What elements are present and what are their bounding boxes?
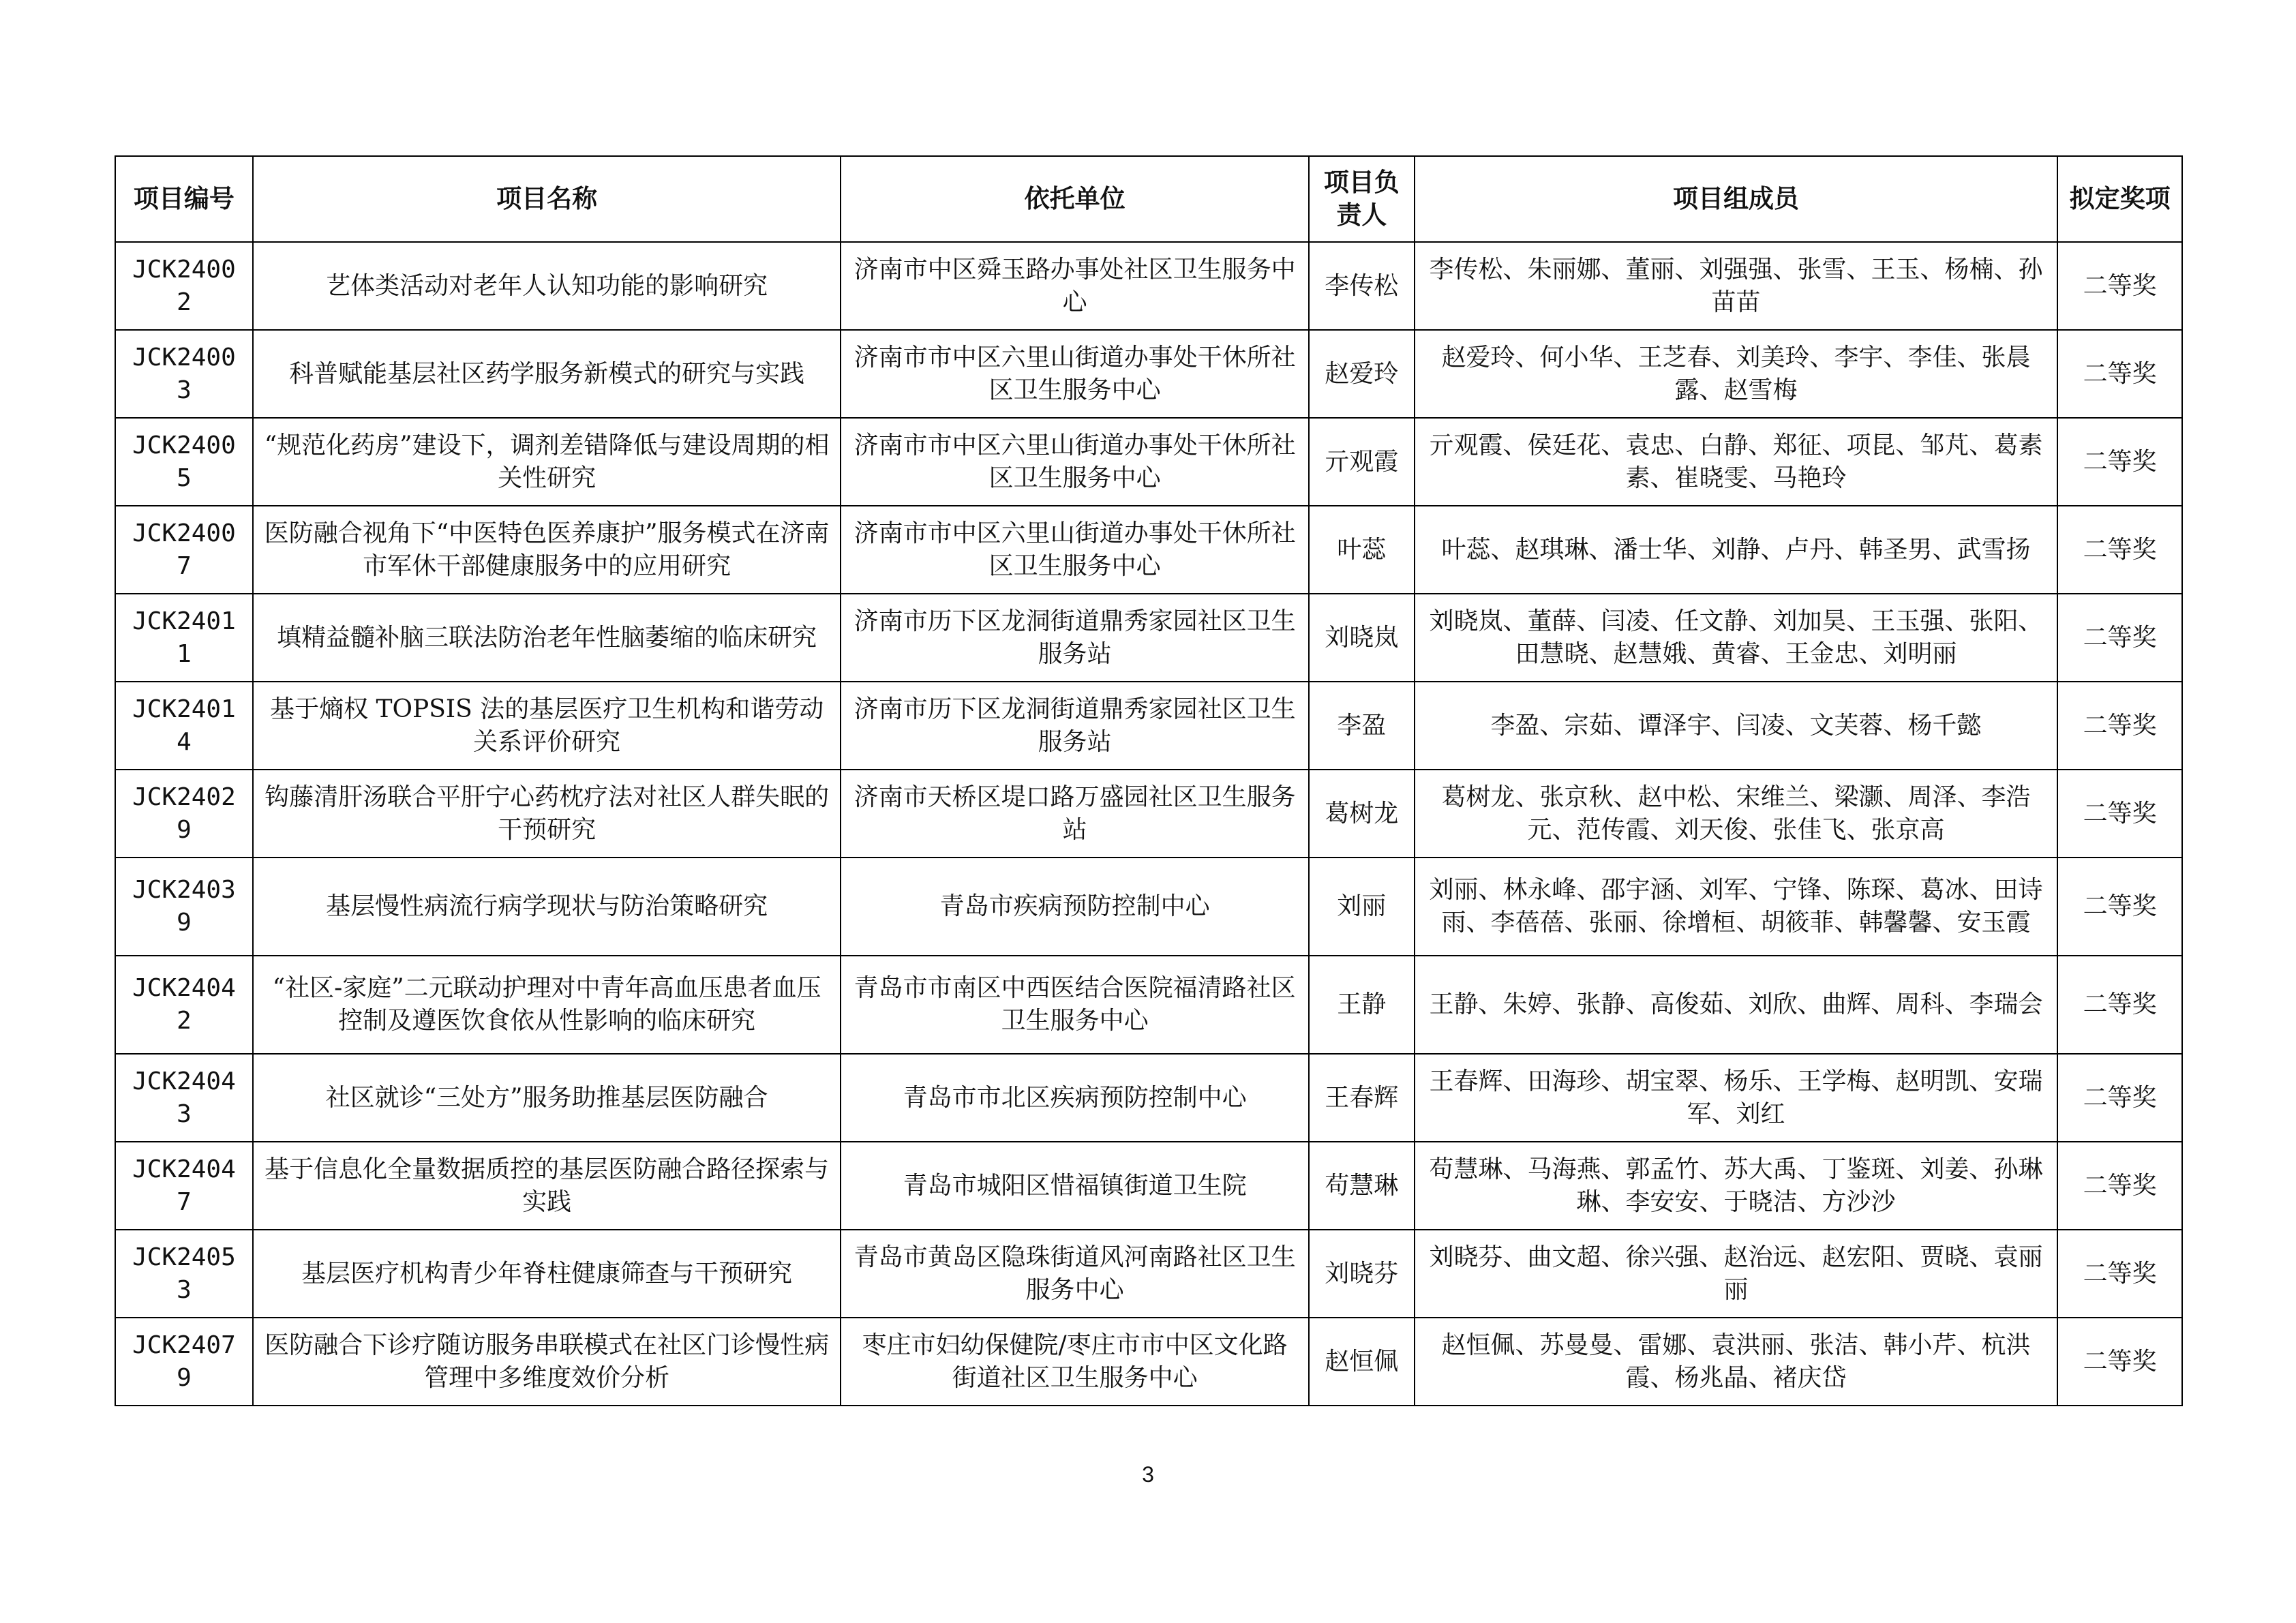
project-leader-cell: 刘丽 xyxy=(1309,858,1415,956)
host-unit-cell: 济南市历下区龙洞街道鼎秀家园社区卫生服务站 xyxy=(841,682,1308,770)
project-leader-cell: 葛树龙 xyxy=(1309,770,1415,858)
project-leader-cell: 苟慧琳 xyxy=(1309,1142,1415,1230)
proposed-award-cell: 二等奖 xyxy=(2057,956,2182,1054)
project-leader-cell: 刘晓芬 xyxy=(1309,1230,1415,1318)
project-id-cell: JCK24047 xyxy=(115,1142,253,1230)
project-name-cell: 艺体类活动对老年人认知功能的影响研究 xyxy=(253,242,841,330)
page-number: 3 xyxy=(1142,1462,1154,1487)
project-leader-cell: 李盈 xyxy=(1309,682,1415,770)
project-id-cell: JCK24053 xyxy=(115,1230,253,1318)
table-body xyxy=(115,242,2182,1406)
project-id-cell: JCK24003 xyxy=(115,330,253,418)
proposed-award-cell: 二等奖 xyxy=(2057,858,2182,956)
host-unit-cell: 济南市历下区龙洞街道鼎秀家园社区卫生服务站 xyxy=(841,594,1308,682)
project-id-cell: JCK24002 xyxy=(115,242,253,330)
project-name-cell: 基层医疗机构青少年脊柱健康筛查与干预研究 xyxy=(253,1230,841,1318)
project-name-cell: 医防融合视角下“中医特色医养康护”服务模式在济南市军休干部健康服务中的应用研究 xyxy=(253,506,841,594)
table-row xyxy=(115,1054,2182,1142)
project-leader-cell: 刘晓岚 xyxy=(1309,594,1415,682)
table-row xyxy=(115,858,2182,956)
project-id-cell: JCK24007 xyxy=(115,506,253,594)
table-row xyxy=(115,956,2182,1054)
header-project-id: 项目编号 xyxy=(115,156,253,242)
proposed-award-cell: 二等奖 xyxy=(2057,770,2182,858)
table-row xyxy=(115,1318,2182,1406)
project-leader-cell: 王春辉 xyxy=(1309,1054,1415,1142)
proposed-award-cell: 二等奖 xyxy=(2057,1142,2182,1230)
table-row xyxy=(115,242,2182,330)
project-leader-cell: 李传松 xyxy=(1309,242,1415,330)
project-name-cell: 填精益髓补脑三联法防治老年性脑萎缩的临床研究 xyxy=(253,594,841,682)
project-members-cell: 苟慧琳、马海燕、郭孟竹、苏大禹、丁鉴斑、刘姜、孙琳琳、李安安、于晓洁、方沙沙 xyxy=(1415,1142,2057,1230)
project-leader-cell: 赵爱玲 xyxy=(1309,330,1415,418)
project-name-cell: 社区就诊“三处方”服务助推基层医防融合 xyxy=(253,1054,841,1142)
table-row xyxy=(115,1142,2182,1230)
project-name-cell: 医防融合下诊疗随访服务串联模式在社区门诊慢性病管理中多维度效价分析 xyxy=(253,1318,841,1406)
project-members-cell: 葛树龙、张京秋、赵中松、宋维兰、梁灏、周泽、李浩元、范传霞、刘天俊、张佳飞、张京高 xyxy=(1415,770,2057,858)
host-unit-cell: 济南市市中区六里山街道办事处干休所社区卫生服务中心 xyxy=(841,330,1308,418)
table-row xyxy=(115,418,2182,506)
project-id-cell: JCK24005 xyxy=(115,418,253,506)
project-id-cell: JCK24029 xyxy=(115,770,253,858)
header-proposed-award: 拟定奖项 xyxy=(2057,156,2182,242)
awards-table xyxy=(115,155,2183,1406)
project-leader-cell: 亓观霞 xyxy=(1309,418,1415,506)
project-id-cell: JCK24011 xyxy=(115,594,253,682)
project-leader-cell: 叶蕊 xyxy=(1309,506,1415,594)
host-unit-cell: 济南市天桥区堤口路万盛园社区卫生服务站 xyxy=(841,770,1308,858)
project-members-cell: 亓观霞、侯廷花、袁忠、白静、郑征、项昆、邹芃、葛素素、崔晓雯、马艳玲 xyxy=(1415,418,2057,506)
table-row xyxy=(115,1230,2182,1318)
project-name-cell: 钩藤清肝汤联合平肝宁心药枕疗法对社区人群失眠的干预研究 xyxy=(253,770,841,858)
header-project-members: 项目组成员 xyxy=(1415,156,2057,242)
project-members-cell: 李盈、宗茹、谭泽宇、闫凌、文芙蓉、杨千懿 xyxy=(1415,682,2057,770)
header-project-name: 项目名称 xyxy=(253,156,841,242)
project-members-cell: 刘丽、林永峰、邵宇涵、刘军、宁锋、陈琛、葛冰、田诗雨、李蓓蓓、张丽、徐增桓、胡筱菲、韩馨馨、安玉霞 xyxy=(1415,858,2057,956)
table-row xyxy=(115,330,2182,418)
host-unit-cell: 济南市市中区六里山街道办事处干休所社区卫生服务中心 xyxy=(841,418,1308,506)
header-host-unit: 依托单位 xyxy=(841,156,1308,242)
proposed-award-cell: 二等奖 xyxy=(2057,418,2182,506)
proposed-award-cell: 二等奖 xyxy=(2057,594,2182,682)
header-row xyxy=(115,156,2182,242)
project-name-cell: 科普赋能基层社区药学服务新模式的研究与实践 xyxy=(253,330,841,418)
project-id-cell: JCK24039 xyxy=(115,858,253,956)
table-row xyxy=(115,594,2182,682)
table-header xyxy=(115,156,2182,242)
host-unit-cell: 青岛市城阳区惜福镇街道卫生院 xyxy=(841,1142,1308,1230)
project-id-cell: JCK24043 xyxy=(115,1054,253,1142)
project-name-cell: “规范化药房”建设下，调剂差错降低与建设周期的相关性研究 xyxy=(253,418,841,506)
host-unit-cell: 青岛市疾病预防控制中心 xyxy=(841,858,1308,956)
project-members-cell: 刘晓岚、董薛、闫凌、任文静、刘加昊、王玉强、张阳、田慧晓、赵慧娥、黄睿、王金忠、刘明丽 xyxy=(1415,594,2057,682)
project-members-cell: 赵恒佩、苏曼曼、雷娜、袁洪丽、张洁、韩小芹、杭洪霞、杨兆晶、褚庆岱 xyxy=(1415,1318,2057,1406)
proposed-award-cell: 二等奖 xyxy=(2057,330,2182,418)
proposed-award-cell: 二等奖 xyxy=(2057,1230,2182,1318)
project-members-cell: 王静、朱婷、张静、高俊茹、刘欣、曲辉、周科、李瑞会 xyxy=(1415,956,2057,1054)
project-id-cell: JCK24079 xyxy=(115,1318,253,1406)
project-members-cell: 刘晓芬、曲文超、徐兴强、赵治远、赵宏阳、贾晓、袁丽丽 xyxy=(1415,1230,2057,1318)
table-row xyxy=(115,770,2182,858)
header-project-leader: 项目负责人 xyxy=(1309,156,1415,242)
proposed-award-cell: 二等奖 xyxy=(2057,682,2182,770)
host-unit-cell: 青岛市黄岛区隐珠街道风河南路社区卫生服务中心 xyxy=(841,1230,1308,1318)
project-leader-cell: 赵恒佩 xyxy=(1309,1318,1415,1406)
project-leader-cell: 王静 xyxy=(1309,956,1415,1054)
project-members-cell: 叶蕊、赵琪琳、潘士华、刘静、卢丹、韩圣男、武雪扬 xyxy=(1415,506,2057,594)
host-unit-cell: 济南市市中区六里山街道办事处干休所社区卫生服务中心 xyxy=(841,506,1308,594)
project-id-cell: JCK24014 xyxy=(115,682,253,770)
proposed-award-cell: 二等奖 xyxy=(2057,506,2182,594)
project-members-cell: 王春辉、田海珍、胡宝翠、杨乐、王学梅、赵明凯、安瑞军、刘红 xyxy=(1415,1054,2057,1142)
proposed-award-cell: 二等奖 xyxy=(2057,1054,2182,1142)
project-members-cell: 赵爱玲、何小华、王芝春、刘美玲、李宇、李佳、张晨露、赵雪梅 xyxy=(1415,330,2057,418)
proposed-award-cell: 二等奖 xyxy=(2057,1318,2182,1406)
host-unit-cell: 枣庄市妇幼保健院/枣庄市市中区文化路街道社区卫生服务中心 xyxy=(841,1318,1308,1406)
project-name-cell: 基于信息化全量数据质控的基层医防融合路径探索与实践 xyxy=(253,1142,841,1230)
host-unit-cell: 青岛市市南区中西医结合医院福清路社区卫生服务中心 xyxy=(841,956,1308,1054)
project-name-cell: 基层慢性病流行病学现状与防治策略研究 xyxy=(253,858,841,956)
host-unit-cell: 济南市中区舜玉路办事处社区卫生服务中心 xyxy=(841,242,1308,330)
project-name-cell: 基于熵权 TOPSIS 法的基层医疗卫生机构和谐劳动关系评价研究 xyxy=(253,682,841,770)
proposed-award-cell: 二等奖 xyxy=(2057,242,2182,330)
project-members-cell: 李传松、朱丽娜、董丽、刘强强、张雪、王玉、杨楠、孙苗苗 xyxy=(1415,242,2057,330)
table-row xyxy=(115,506,2182,594)
table-row xyxy=(115,682,2182,770)
project-id-cell: JCK24042 xyxy=(115,956,253,1054)
host-unit-cell: 青岛市市北区疾病预防控制中心 xyxy=(841,1054,1308,1142)
project-name-cell: “社区-家庭”二元联动护理对中青年高血压患者血压控制及遵医饮食依从性影响的临床研究 xyxy=(253,956,841,1054)
